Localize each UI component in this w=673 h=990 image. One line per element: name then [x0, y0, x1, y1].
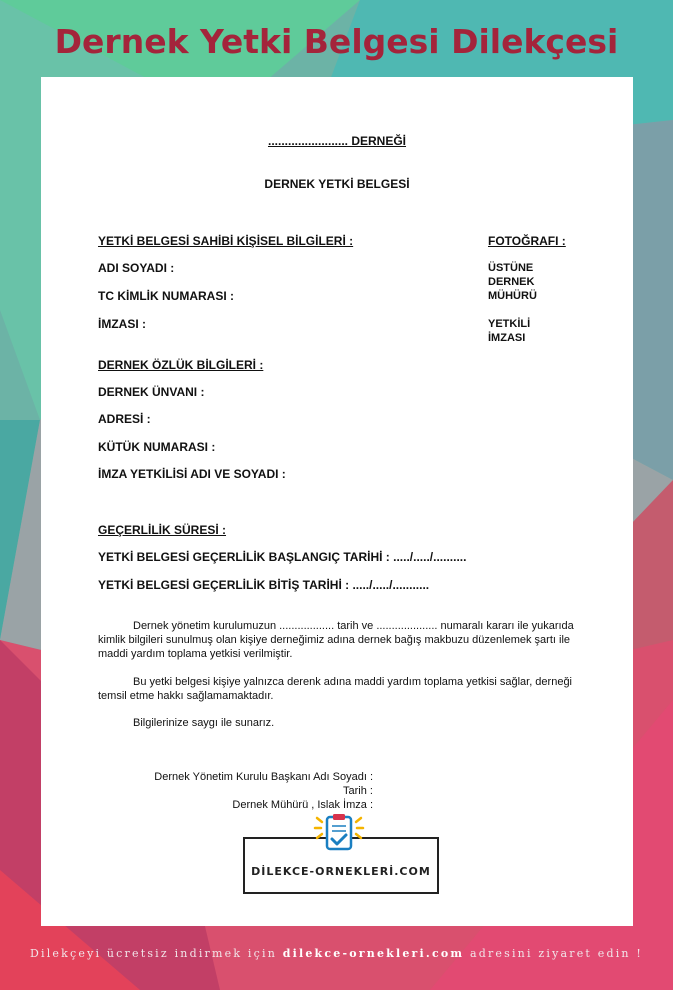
- photo-note-line: YETKİLİ: [488, 318, 531, 330]
- page-title: Dernek Yetki Belgesi Dilekçesi: [54, 22, 619, 61]
- paragraph-1-text: Dernek yönetim kurulumuzun .................. tarih ve .................... numaralı kararı ile yukarıda kimlik bilgileri sunulmuş olan kişiye derneğimiz adına dernek bağış makbuzu düzenlemek şartı ile maddi yardım toplama yetkisi verilmiştir.: [98, 620, 574, 660]
- photo-note-sign: [488, 317, 530, 345]
- validity-end: YETKİ BELGESİ GEÇERLİLİK BİTİŞ TARİHİ : ...../...../...........: [98, 578, 430, 592]
- document-heading: DERNEK YETKİ BELGESİ: [264, 177, 410, 191]
- field-name-surname: ADI SOYADI :: [98, 261, 175, 275]
- paragraph-3: [98, 716, 578, 730]
- photo-note-line: DERNEK: [488, 276, 535, 288]
- field-tc-number: TC KİMLİK NUMARASI :: [98, 289, 234, 303]
- logo-text: DİLEKCE-ORNEKLERİ.COM: [251, 865, 431, 878]
- signature-president: Dernek Yönetim Kurulu Başkanı Adı Soyadı :: [154, 771, 373, 783]
- signature-stamp: Dernek Mühürü , Islak İmza :: [232, 799, 373, 811]
- photo-label: FOTOĞRAFI :: [488, 234, 566, 248]
- photo-note-line: İMZASI: [488, 332, 526, 344]
- personal-info-section-title: YETKİ BELGESİ SAHİBİ KİŞİSEL BİLGİLERİ :: [98, 234, 354, 248]
- field-registry-number: KÜTÜK NUMARASI :: [98, 440, 216, 454]
- field-org-title: DERNEK ÜNVANI :: [98, 385, 205, 399]
- validity-start: YETKİ BELGESİ GEÇERLİLİK BAŞLANGIÇ TARİHİ : ...../...../..........: [98, 550, 467, 564]
- footer-prefix: Dilekçeyi ücretsiz indirmek için: [29, 947, 277, 960]
- paragraph-1: [98, 619, 578, 661]
- photo-note-line: ÜSTÜNE: [488, 262, 534, 274]
- paragraph-2: [98, 675, 578, 703]
- paragraph-2-text: Bu yetki belgesi kişiye yalnızca derenk adına maddi yardım toplama yetkisi sağlar, derneği temsil etme hakkı sağlamamaktadır.: [98, 676, 573, 702]
- photo-note-stamp: [488, 261, 537, 303]
- org-info-section-title: DERNEK ÖZLÜK BİLGİLERİ :: [98, 358, 264, 372]
- footer-suffix: adresini ziyaret edin !: [469, 947, 644, 960]
- field-authorized-signatory: İMZA YETKİLİSİ ADI VE SOYADI :: [98, 467, 286, 481]
- validity-section-title: GEÇERLİLİK SÜRESİ :: [98, 523, 227, 537]
- field-signature: İMZASI :: [98, 317, 146, 331]
- signature-date: Tarih :: [343, 785, 373, 797]
- field-address: ADRESİ :: [98, 412, 151, 426]
- clipboard-check-icon: [311, 814, 367, 854]
- paragraph-3-text: Bilgilerinize saygı ile sunarız.: [133, 717, 275, 729]
- footer-note: [0, 947, 673, 960]
- document-paper: [41, 77, 633, 926]
- photo-note-line: MÜHÜRÜ: [488, 290, 537, 302]
- association-name-line: ........................ DERNEĞİ: [267, 134, 407, 148]
- footer-domain-link[interactable]: dilekce-ornekleri.com: [282, 947, 465, 960]
